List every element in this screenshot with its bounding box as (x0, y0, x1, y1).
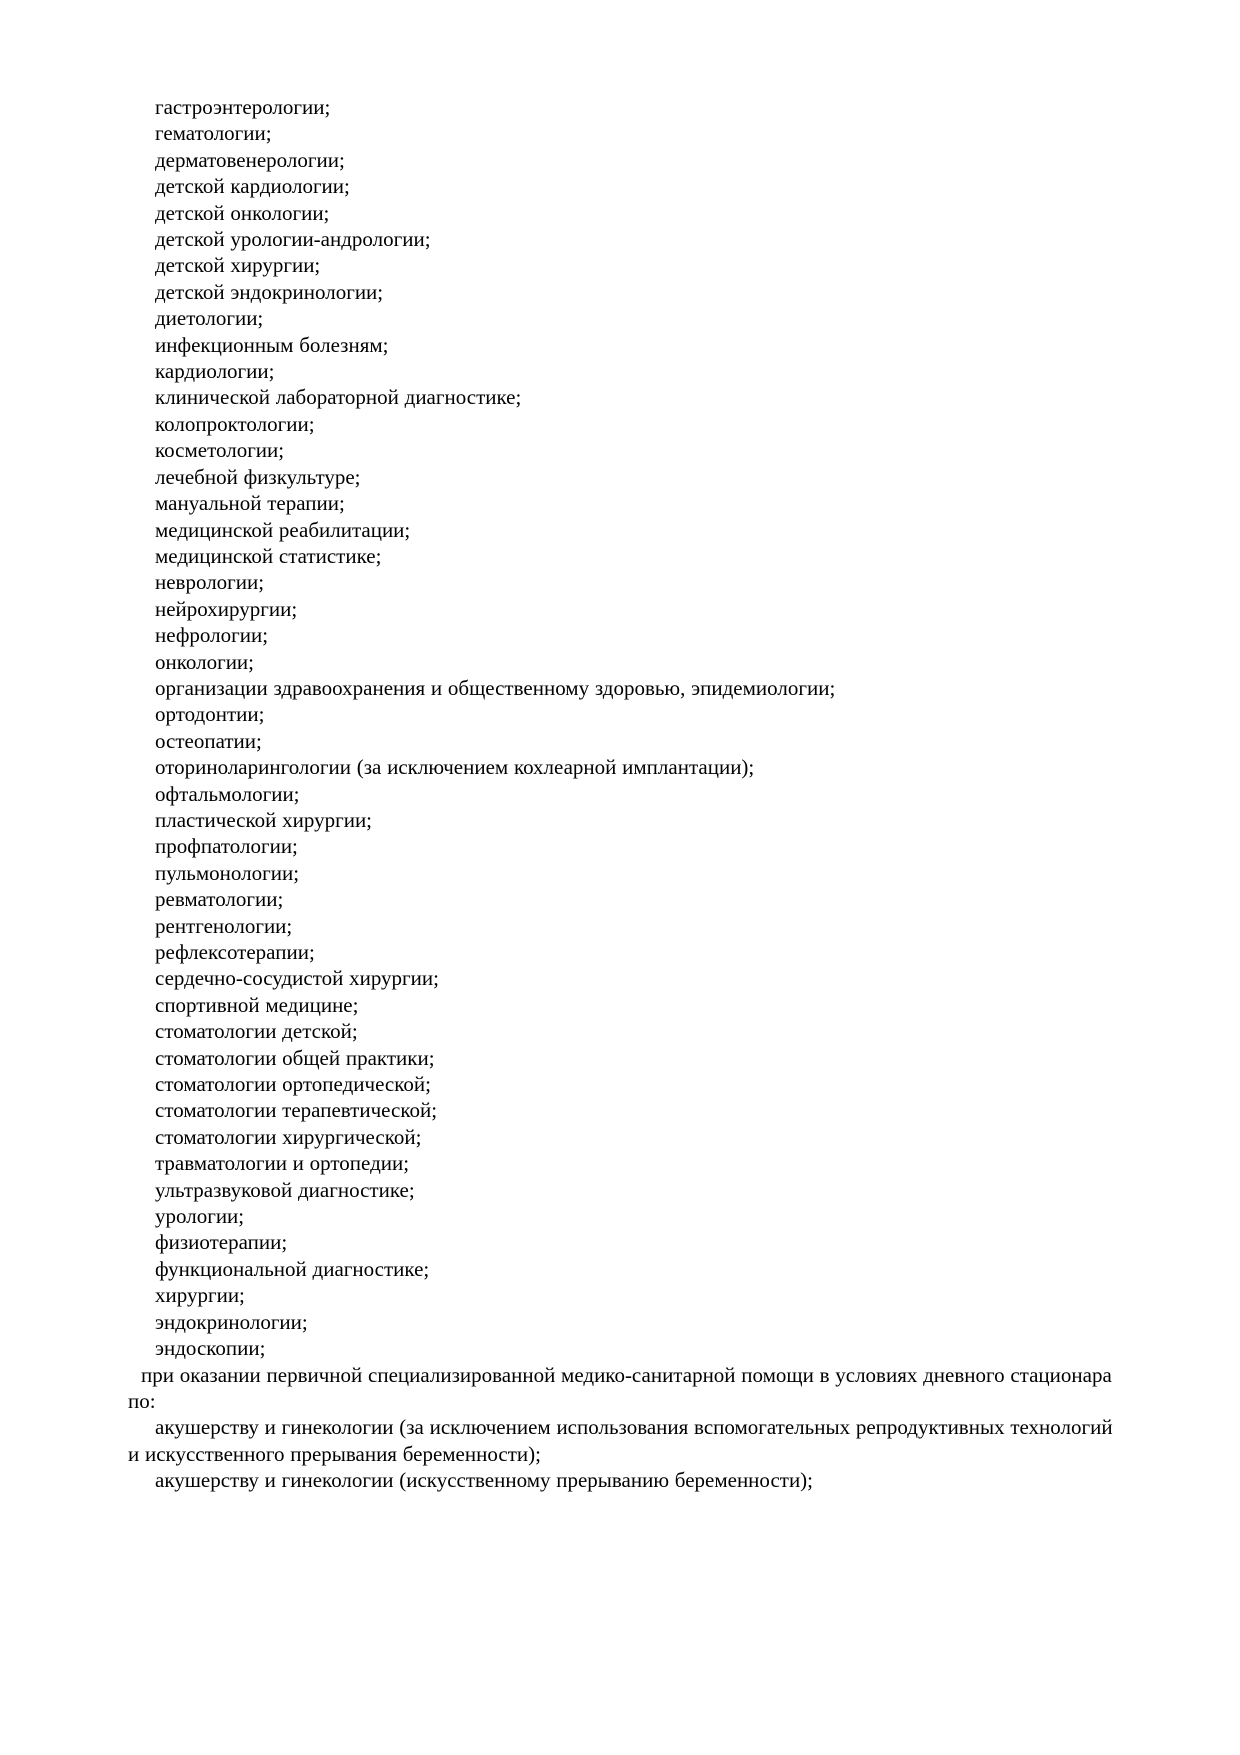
specialty-item: рефлексотерапии; (155, 940, 315, 964)
specialty-item: ревматологии; (155, 887, 284, 912)
specialty-item: стоматологии детской; (155, 1019, 358, 1044)
specialty-item: офтальмологии; (155, 781, 300, 806)
specialty-item: стоматологии хирургической; (155, 1124, 422, 1149)
specialty-item: рентгенологии; (155, 913, 293, 938)
specialty-item: косметологии; (155, 438, 285, 463)
specialty-item: эндокринологии; (155, 1309, 308, 1334)
specialty-item: кардиологии; (155, 359, 275, 384)
specialty-item: пластической хирургии; (155, 807, 373, 832)
document-content (128, 94, 1128, 1494)
specialty-item: урологии; (155, 1204, 245, 1229)
specialty-item: организации здравоохранения и общественному здоровью, эпидемиологии; (155, 675, 836, 700)
day-hospital-item: акушерству и гинекологии (искусственному прерыванию беременности); (155, 1468, 814, 1493)
specialty-item: хирургии; (155, 1283, 245, 1308)
specialty-item: нейрохирургии; (155, 596, 298, 621)
day-hospital-intro: при оказании первичной специализированной медико-санитарной помощи в условиях дневного стационара по: (128, 1362, 1112, 1413)
specialty-item: остеопатии; (155, 728, 262, 753)
specialty-item: эндоскопии; (155, 1336, 266, 1361)
specialty-item: гематологии; (155, 121, 272, 146)
specialty-item: неврологии; (155, 570, 265, 595)
specialty-item: дерматовенерологии; (155, 147, 345, 172)
specialty-item: функциональной диагностике; (155, 1256, 430, 1281)
specialty-item: стоматологии общей практики; (155, 1045, 435, 1070)
specialty-item: ультразвуковой диагностике; (155, 1177, 415, 1202)
day-hospital-list (128, 1414, 1128, 1493)
specialty-item: мануальной терапии; (155, 491, 345, 516)
specialty-item: колопроктологии; (155, 411, 315, 436)
specialty-item: стоматологии терапевтической; (155, 1098, 438, 1123)
specialty-item: профпатологии; (155, 834, 298, 859)
specialty-item: детской кардиологии; (155, 174, 350, 199)
specialty-item: ортодонтии; (155, 702, 265, 727)
specialty-item: детской урологии-андрологии; (155, 227, 431, 252)
specialty-item: диетологии; (155, 306, 264, 331)
specialty-item: спортивной медицине; (155, 992, 359, 1017)
specialty-item: нефрологии; (155, 623, 269, 648)
specialty-item: травматологии и ортопедии; (155, 1151, 410, 1176)
specialty-list (128, 94, 1128, 1362)
specialty-item: онкологии; (155, 649, 255, 674)
specialty-item: детской эндокринологии; (155, 279, 384, 304)
specialty-item: физиотерапии; (155, 1230, 288, 1255)
day-hospital-item: акушерству и гинекологии (за исключением использования вспомогательных репродуктивных технологий и искусственного прерывания беременности); (128, 1415, 1113, 1466)
specialty-item: стоматологии ортопедической; (155, 1072, 431, 1097)
specialty-item: пульмонологии; (155, 860, 300, 885)
specialty-item: детской онкологии; (155, 200, 330, 225)
specialty-item: клинической лабораторной диагностике; (155, 385, 522, 410)
specialty-item: гастроэнтерологии; (155, 95, 331, 119)
specialty-item: медицинской реабилитации; (155, 517, 411, 542)
specialty-item: детской хирургии; (155, 253, 321, 278)
specialty-item: сердечно-сосудистой хирургии; (155, 966, 439, 991)
specialty-item: инфекционным болезням; (155, 332, 389, 357)
specialty-item: оториноларингологии (за исключением кохлеарной имплантации); (155, 755, 755, 780)
specialty-item: медицинской статистике; (155, 543, 382, 568)
specialty-item: лечебной физкультуре; (155, 464, 361, 489)
